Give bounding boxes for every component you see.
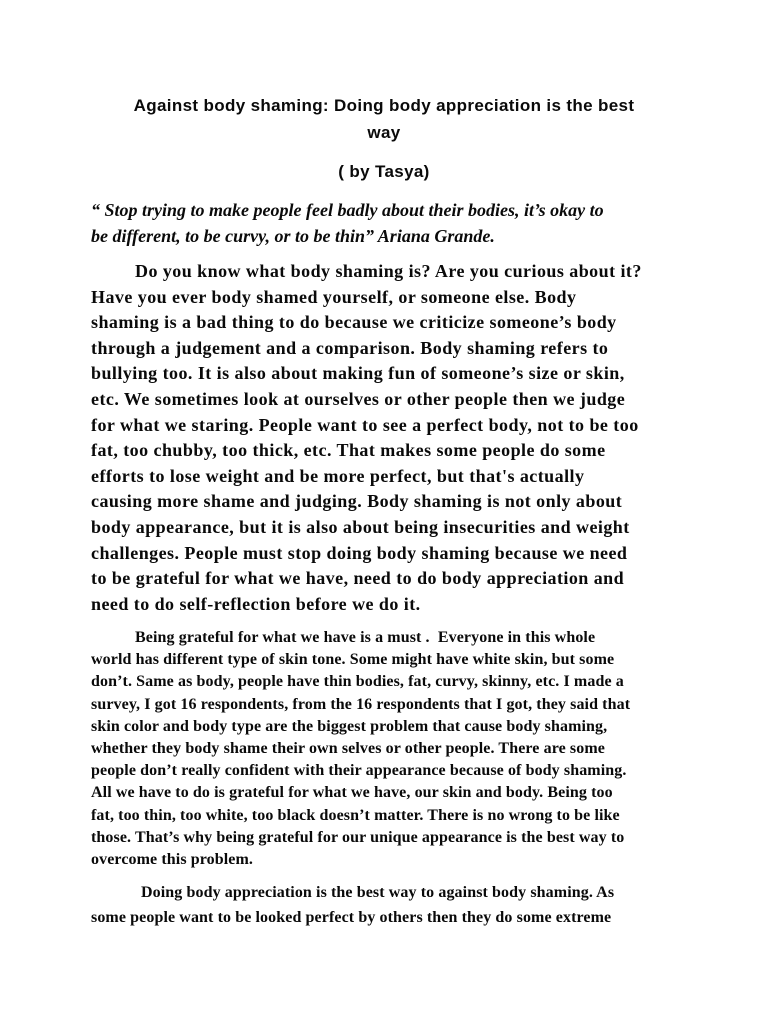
quote-line: “ Stop trying to make people feel badly about their bodies, it’s okay to [91,200,604,220]
paragraph-line: world has different type of skin tone. Some might have white skin, but some [91,651,615,669]
paragraph-line: etc. We sometimes look at ourselves or other people then we judge [91,388,626,409]
paragraph-line: Do you know what body shaming is? Are you curious about it? [135,261,642,281]
paragraph-line: skin color and body type are the biggest problem that cause body shaming, [91,717,608,735]
paragraph-line: for what we staring. People want to see a perfect body, not to be too [91,414,639,435]
paragraph-3 [91,880,614,930]
paragraph-line: causing more shame and judging. Body shaming is not only about [91,491,623,512]
paragraph-line: whether they body shame their own selves or other people. There are some [91,740,605,758]
epigraph-quote [91,197,604,249]
title-line: Against body shaming: Doing body appreciation is the best [133,96,635,115]
paragraph-line: need to do self-reflection before we do it. [91,593,421,614]
paragraph-line: to be grateful for what we have, need to do body appreciation and [91,568,625,589]
paragraph-line: people don’t really confident with their appearance because of body shaming. [91,762,627,780]
paragraph-line: overcome this problem. [91,851,254,869]
paragraph-1 [91,259,642,617]
paragraph-line: fat, too thin, too white, too black doesn’t matter. There is no wrong to be like [91,806,620,824]
byline-text: ( by Tasya) [338,162,430,181]
paragraph-line: through a judgement and a comparison. Body shaming refers to [91,337,609,358]
paragraph-line: challenges. People must stop doing body shaming because we need [91,542,628,563]
paragraph-line: All we have to do is grateful for what we have, our skin and body. Being too [91,784,613,802]
paragraph-line: survey, I got 16 respondents, from the 16 respondents that I got, they said that [91,695,631,713]
paragraph-line: those. That’s why being grateful for our unique appearance is the best way to [91,828,625,846]
paragraph-2 [91,627,630,871]
paragraph-line: Being grateful for what we have is a must . Everyone in this whole [135,629,596,646]
paragraph-line: fat, too chubby, too thick, etc. That makes some people do some [91,440,606,461]
paragraph-line: bullying too. It is also about making fun of someone’s size or skin, [91,363,625,384]
paragraph-line: efforts to lose weight and be more perfect, but that's actually [91,465,585,486]
author-byline [0,158,768,185]
document-title [0,92,768,146]
title-line: way [367,123,401,142]
paragraph-line: shaming is a bad thing to do because we criticize someone’s body [91,312,617,333]
paragraph-line: Have you ever body shamed yourself, or someone else. Body [91,286,577,307]
paragraph-line: body appearance, but it is also about being insecurities and weight [91,516,630,537]
paragraph-line: don’t. Same as body, people have thin bodies, fat, curvy, skinny, etc. I made a [91,673,624,691]
paragraph-line: some people want to be looked perfect by others then they do some extreme [91,909,612,926]
quote-line: be different, to be curvy, or to be thin” Ariana Grande. [91,226,495,246]
paragraph-line: Doing body appreciation is the best way to against body shaming. As [141,884,615,901]
